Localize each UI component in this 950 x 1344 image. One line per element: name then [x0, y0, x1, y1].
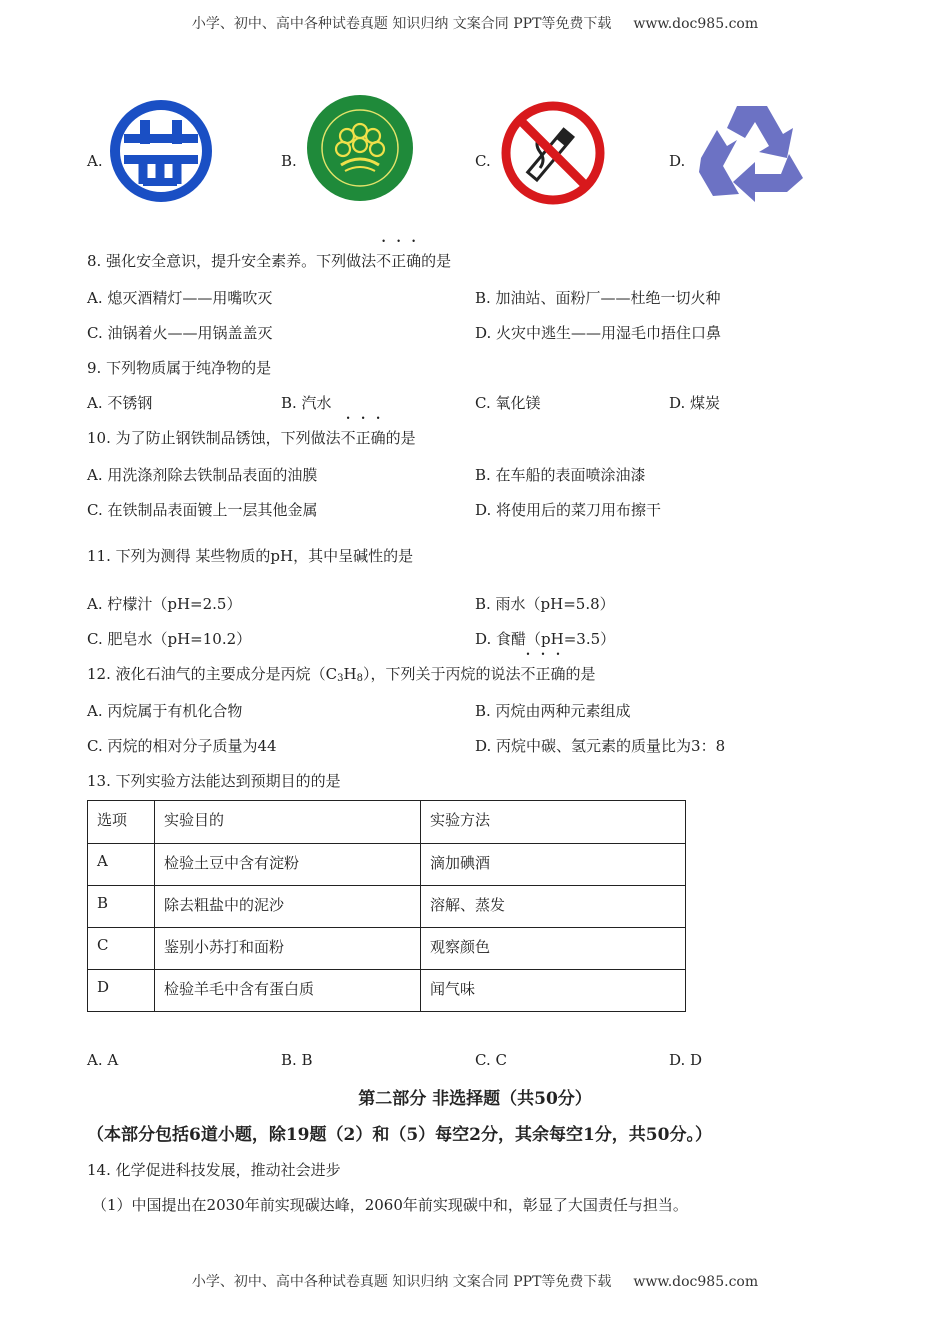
q12-option-d: D. 丙烷中碳、氢元素的质量比为3：8: [475, 737, 726, 755]
q10-option-b: B. 在车船的表面喷涂油漆: [475, 466, 646, 484]
table-header-cell: 选项: [88, 801, 155, 844]
page-header: [0, 13, 950, 33]
table-cell: 闻气味: [421, 970, 686, 1012]
q12-stem: 12. 液化石油气的主要成分是丙烷$(C_3H_8)$，下列关于丙烷的说法不正确的是: [87, 665, 596, 684]
emphasis-dot: 不: [520, 665, 536, 683]
table-header-cell: 实验目的: [155, 801, 421, 844]
q14-part1: （1）中国提出在2030年前实现碳达峰，2060年前实现碳中和，彰显了大国责任与担当。: [92, 1196, 688, 1214]
table-cell: 滴加碘酒: [421, 844, 686, 886]
footer-site: www.doc985.com: [633, 1274, 759, 1290]
table-cell: D: [88, 970, 155, 1012]
q8-option-c: C. 油锅着火——用锅盖盖灭: [87, 324, 273, 342]
emphasis-dot: 确: [370, 429, 386, 447]
table-cell: 溶解、蒸发: [421, 886, 686, 928]
emphasis-dot: 正: [355, 429, 371, 447]
q8-stem: 8. 强化安全意识，提升安全素养。下列做法不正确的是: [87, 252, 452, 270]
emphasis-dot: 正: [535, 665, 551, 683]
q11-stem: 11. 下列为测得 某些物质的pH，其中呈碱性的是: [87, 547, 414, 565]
q9-option-b: B. 汽水: [281, 394, 332, 412]
header-text: 小学、初中、高中各种试卷真题 知识归纳 文案合同 PPT等免费下载: [191, 16, 612, 32]
recycle-icon: [695, 100, 809, 204]
table-cell: A: [88, 844, 155, 886]
q13-option-a: A. A: [87, 1051, 119, 1069]
table-cell: C: [88, 928, 155, 970]
emphasis-dot: 不: [340, 429, 356, 447]
q7-option-d-label: D.: [669, 152, 686, 170]
q13-option-b: B. B: [281, 1051, 313, 1069]
emphasis-dot: 确: [550, 665, 566, 683]
q13-option-d: D. D: [669, 1051, 703, 1069]
table-cell: 鉴别小苏打和面粉: [155, 928, 421, 970]
q13-option-c: C. C: [475, 1051, 507, 1069]
q10-option-a: A. 用洗涤剂除去铁制品表面的油膜: [87, 466, 318, 484]
table-cell: 观察颜色: [421, 928, 686, 970]
emphasis-dot: 确: [406, 252, 422, 270]
table-header-cell: 实验方法: [421, 801, 686, 844]
table-cell: 检验羊毛中含有蛋白质: [155, 970, 421, 1012]
part2-note: （本部分包括6道小题，除19题（2）和（5）每空2分，其余每空1分，共50分。）: [87, 1125, 712, 1145]
table-row: [88, 844, 686, 886]
q12-option-a: A. 丙烷属于有机化合物: [87, 702, 243, 720]
emphasis-dot: 不: [376, 252, 392, 270]
table-cell: B: [88, 886, 155, 928]
q12-option-c: C. 丙烷的相对分子质量为44: [87, 737, 277, 755]
table-row: [88, 928, 686, 970]
q9-stem: 9. 下列物质属于纯净物的是: [87, 359, 272, 377]
water-saving-logo-icon: [110, 100, 212, 202]
part2-title: 第二部分 非选择题（共50分）: [358, 1089, 592, 1109]
q11-option-d: D. 食醋（pH=3.5）: [475, 630, 616, 648]
experiment-table: [87, 800, 686, 1012]
q7-option-a-label: A.: [87, 152, 103, 170]
q11-option-b: B. 雨水（pH=5.8）: [475, 595, 615, 613]
table-cell: 除去粗盐中的泥沙: [155, 886, 421, 928]
q10-stem: 10. 为了防止钢铁制品锈蚀，下列做法不正确的是: [87, 429, 416, 447]
q11-option-c: C. 肥皂水（pH=10.2）: [87, 630, 252, 648]
page-footer: [0, 1271, 950, 1291]
no-smoking-sign-icon: [500, 100, 606, 206]
q7-option-c-label: C.: [475, 152, 491, 170]
table-row: [88, 886, 686, 928]
q8-option-d: D. 火灾中逃生——用湿毛巾捂住口鼻: [475, 324, 722, 342]
q11-option-a: A. 柠檬汁（pH=2.5）: [87, 595, 242, 613]
q10-option-d: D. 将使用后的菜刀用布擦干: [475, 501, 662, 519]
q9-option-c: C. 氧化镁: [475, 394, 541, 412]
q9-option-a: A. 不锈钢: [87, 394, 153, 412]
q8-option-b: B. 加油站、面粉厂——杜绝一切火种: [475, 289, 721, 307]
q8-option-a: A. 熄灭酒精灯——用嘴吹灭: [87, 289, 273, 307]
table-row: [88, 970, 686, 1012]
footer-text: 小学、初中、高中各种试卷真题 知识归纳 文案合同 PPT等免费下载: [191, 1274, 612, 1290]
q7-option-b-label: B.: [281, 152, 297, 170]
table-header-row: [88, 801, 686, 844]
q13-stem: 13. 下列实验方法能达到预期目的的是: [87, 772, 341, 790]
q12-option-b: B. 丙烷由两种元素组成: [475, 702, 631, 720]
q10-option-c: C. 在铁制品表面镀上一层其他金属: [87, 501, 318, 519]
q9-option-d: D. 煤炭: [669, 394, 721, 412]
header-site: www.doc985.com: [633, 16, 759, 32]
environmental-label-logo-icon: [305, 93, 415, 203]
table-cell: 检验土豆中含有淀粉: [155, 844, 421, 886]
emphasis-dot: 正: [391, 252, 407, 270]
q14-stem: 14. 化学促进科技发展，推动社会进步: [87, 1161, 341, 1179]
